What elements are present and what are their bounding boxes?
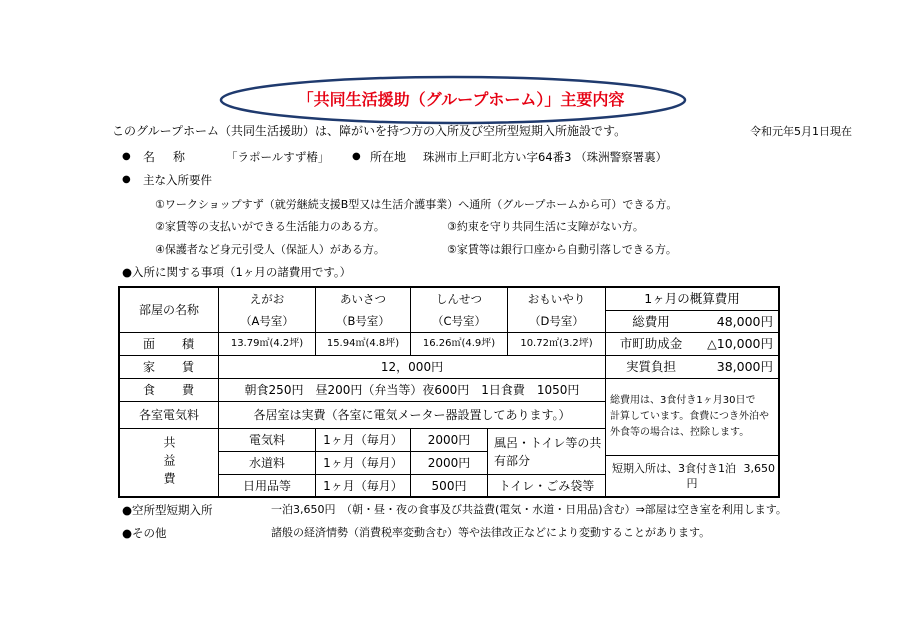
as-of-date: 令和元年5月1日現在 [750, 125, 852, 138]
estimate-label: 総費用 [632, 313, 670, 329]
estimate-value: 38,000円 [716, 359, 773, 374]
estimate-note-line: 計算しています。食費につき外泊や [610, 411, 769, 422]
common-fee-note: 風呂・トイレ等の共有部分 [488, 429, 606, 475]
room-header-a [219, 288, 316, 333]
requirement-item: ①ワークショップすず（就労継続支援B型又は生活介護事業）へ通所（グループホームから可）できる方。 [155, 198, 678, 211]
short-stay-rate [606, 456, 779, 497]
common-fee-period: 1ヶ月（毎月） [316, 429, 411, 452]
room-area: 10.72㎡(3.2坪) [508, 333, 606, 356]
room-area: 15.94㎡(4.8坪) [316, 333, 411, 356]
room-name: あいさつ [340, 292, 386, 306]
short-stay-rate-unit: 円 [686, 477, 698, 490]
requirement-item: ④保護者など身元引受人（保証人）がある方。 [155, 243, 385, 256]
room-code: （B号室） [336, 314, 390, 328]
estimate-label: 実質負担 [625, 359, 676, 374]
room-electricity-label: 各室電気料 [120, 402, 219, 429]
common-fee-note: トイレ・ごみ袋等 [488, 475, 606, 497]
estimate-label: 市町助成金 [619, 336, 683, 351]
facility-name-value: 「ラポールすず椿」 [226, 150, 330, 164]
bullet-icon: ● [122, 151, 131, 162]
rent-label: 家 賃 [120, 356, 219, 379]
rent-value: 12，000円 [219, 356, 606, 379]
common-fee-item: 水道料 [219, 452, 316, 475]
common-fee-label [120, 429, 219, 497]
short-stay-label: ●空所型短期入所 [122, 503, 213, 517]
common-fee-amount: 2000円 [411, 452, 488, 475]
other-text: 諸般の経済情勢（消費税率変動含む）等や法律改正などにより変動することがあります。 [271, 526, 711, 539]
short-stay-rate-line [606, 461, 778, 476]
common-fee-amount: 2000円 [411, 429, 488, 452]
room-name-label-text: 部屋の名称 [138, 303, 199, 317]
requirement-item: ③約束を守り共同生活に支障がない方。 [447, 220, 644, 233]
other-label: ●その他 [122, 526, 167, 540]
facility-address-value: 珠洲市上戸町北方い字64番3 （珠洲警察署裏） [423, 150, 668, 164]
room-header-d [508, 288, 606, 333]
room-name-label [120, 288, 219, 333]
common-fee-item: 電気料 [219, 429, 316, 452]
estimate-value: 48,000円 [716, 313, 773, 329]
room-name: しんせつ [436, 292, 482, 306]
common-fee-period: 1ヶ月（毎月） [316, 452, 411, 475]
monthly-estimate-heading: 1ヶ月の概算費用 [606, 288, 779, 311]
estimate-note [606, 379, 779, 456]
room-header-b [316, 288, 411, 333]
room-electricity-value: 各居室は実費（各室に電気メーター器設置してあります。） [219, 402, 606, 429]
room-name: おもいやり [527, 292, 586, 306]
common-fee-label-text: 共益費 [162, 435, 176, 490]
room-name: えがお [249, 292, 285, 306]
common-fee-period: 1ヶ月（毎月） [316, 475, 411, 497]
fee-table [119, 287, 779, 497]
room-area: 13.79㎡(4.2坪) [219, 333, 316, 356]
room-area: 16.26㎡(4.9坪) [411, 333, 508, 356]
area-label: 面 積 [120, 333, 219, 356]
short-stay-text: 一泊3,650円 （朝・昼・夜の食事及び共益費(電気・水道・日用品)含む）⇒部屋は空き室を利用します。 [271, 503, 787, 516]
bullet-icon: ● [122, 174, 131, 185]
requirements-heading: 主な入所要件 [143, 173, 212, 187]
estimate-row-subsidy [606, 333, 779, 356]
estimate-row-net [606, 356, 779, 379]
estimate-row-total [606, 311, 779, 333]
food-value: 朝食250円 昼200円（弁当等）夜600円 1日食費 1050円 [219, 379, 606, 402]
requirement-item: ⑤家賃等は銀行口座から自動引落しできる方。 [447, 243, 677, 256]
page-title: 「共同生活援助（グループホーム）」主要内容 [297, 90, 625, 109]
intro-text: このグループホーム（共同生活援助）は、障がいを持つ方の入所及び空所型短期入所施設です。 [112, 124, 627, 138]
room-code: （A号室） [240, 314, 294, 328]
common-fee-amount: 500円 [411, 475, 488, 497]
short-stay-rate-text: 短期入所は、3食付き1泊 [612, 462, 736, 475]
facility-name-label: 名 称 [143, 150, 189, 164]
short-stay-rate-price: 3,650 [743, 462, 775, 475]
room-header-c [411, 288, 508, 333]
room-code: （D号室） [529, 314, 584, 328]
fees-heading: ●入所に関する事項（1ヶ月の諸費用です。） [122, 265, 352, 279]
room-code: （C号室） [431, 314, 487, 328]
estimate-value: △10,000円 [707, 336, 773, 351]
common-fee-item: 日用品等 [219, 475, 316, 497]
food-label: 食 費 [120, 379, 219, 402]
estimate-note-line: 総費用は、3食付き1ヶ月30日で [610, 395, 756, 406]
requirement-item: ②家賃等の支払いができる生活能力のある方。 [155, 220, 385, 233]
bullet-icon: ● [352, 151, 361, 162]
estimate-note-line: 外食等の場合は、控除します。 [610, 427, 750, 438]
facility-address-label: 所在地 [370, 150, 407, 164]
